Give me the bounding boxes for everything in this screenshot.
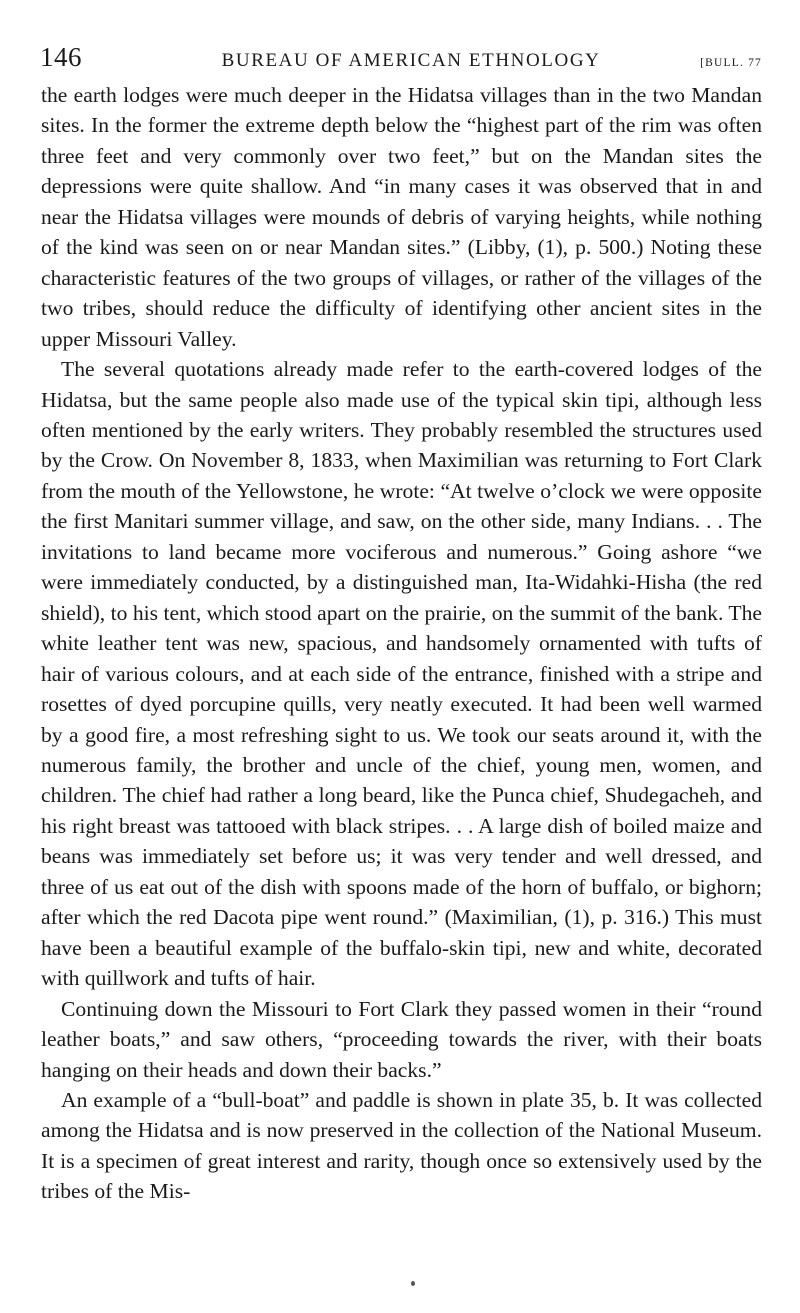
paragraph-bull-boat: An example of a “bull-boat” and paddle is shown in plate 35, b. It was collected among the Hidatsa and is now preserved in the collection of the National Museum. It is a specimen of great interest and rarity, though once so extensively used by the tribes of the Mis- bbox=[41, 1087, 762, 1204]
body-text bbox=[41, 80, 762, 1207]
paragraph-continued: the earth lodges were much deeper in the Hidatsa villages than in the two Mandan sites. In the former the extreme depth below the “highest part of the rim was often three feet and very commonly over two feet,” but on the Mandan sites the depressions were quite shallow. And “in many cases it was observed that in and near the Hidatsa villages were mounds of debris of varying heights, while nothing of the kind was seen on or near Mandan sites.” (Libby, (1), p. 500.) Noting these characteristic features of the two groups of villages, or rather of the villages of the two tribes, should reduce the difficulty of identifying other ancient sites in the upper Missouri Valley. bbox=[41, 83, 762, 351]
page-number: 146 bbox=[40, 42, 82, 72]
page-header bbox=[40, 42, 762, 82]
series-reference: [BULL. 77 bbox=[700, 57, 762, 69]
running-title: BUREAU OF AMERICAN ETHNOLOGY bbox=[221, 50, 601, 71]
paragraph-tipi: The several quotations already made refer to the earth-covered lodges of the Hidatsa, but the same people also made use of the typical skin tipi, although less often mentioned by the early writers. They probably resembled the structures used by the Crow. On November 8, 1833, when Maximilian was returning to Fort Clark from the mouth of the Yellowstone, he wrote: “At twelve o’clock we were opposite the first Manitari summer village, and saw, on the other side, many Indians. . . The invitations to land became more vociferous and numerous.” Going ashore “we were immediately conducted, by a distinguished man, Ita-Widahki-Hisha (the red shield), to his tent, which stood apart on the prairie, on the summit of the bank. The white leather tent was new, spacious, and handsomely ornamented with tufts of hair of various colours, and at each side of the entrance, finished with a stripe and rosettes of dyed porcupine quills, very neatly executed. It had been well warmed by a good fire, a most refreshing sight to us. We took our seats around it, with the numerous family, the brother and uncle of the chief, young men, women, and children. The chief had rather a long beard, like the Punca chief, Shudegacheh, and his right breast was tattooed with black stripes. . . A large dish of boiled maize and beans was immediately set before us; it was very tender and well dressed, and three of us eat out of the dish with spoons made of the horn of buffalo, or bighorn; after which the red Dacota pipe went round.” (Maximilian, (1), p. 316.) This must have been a beautiful example of the buffalo-skin tipi, new and white, decorated with quillwork and tufts of hair. bbox=[41, 357, 762, 991]
print-speck bbox=[411, 1281, 415, 1286]
paragraph-boats: Continuing down the Missouri to Fort Clark they passed women in their “round leather boats,” and saw others, “proceeding towards the river, with their boats hanging on their heads and down their backs.” bbox=[41, 996, 762, 1082]
